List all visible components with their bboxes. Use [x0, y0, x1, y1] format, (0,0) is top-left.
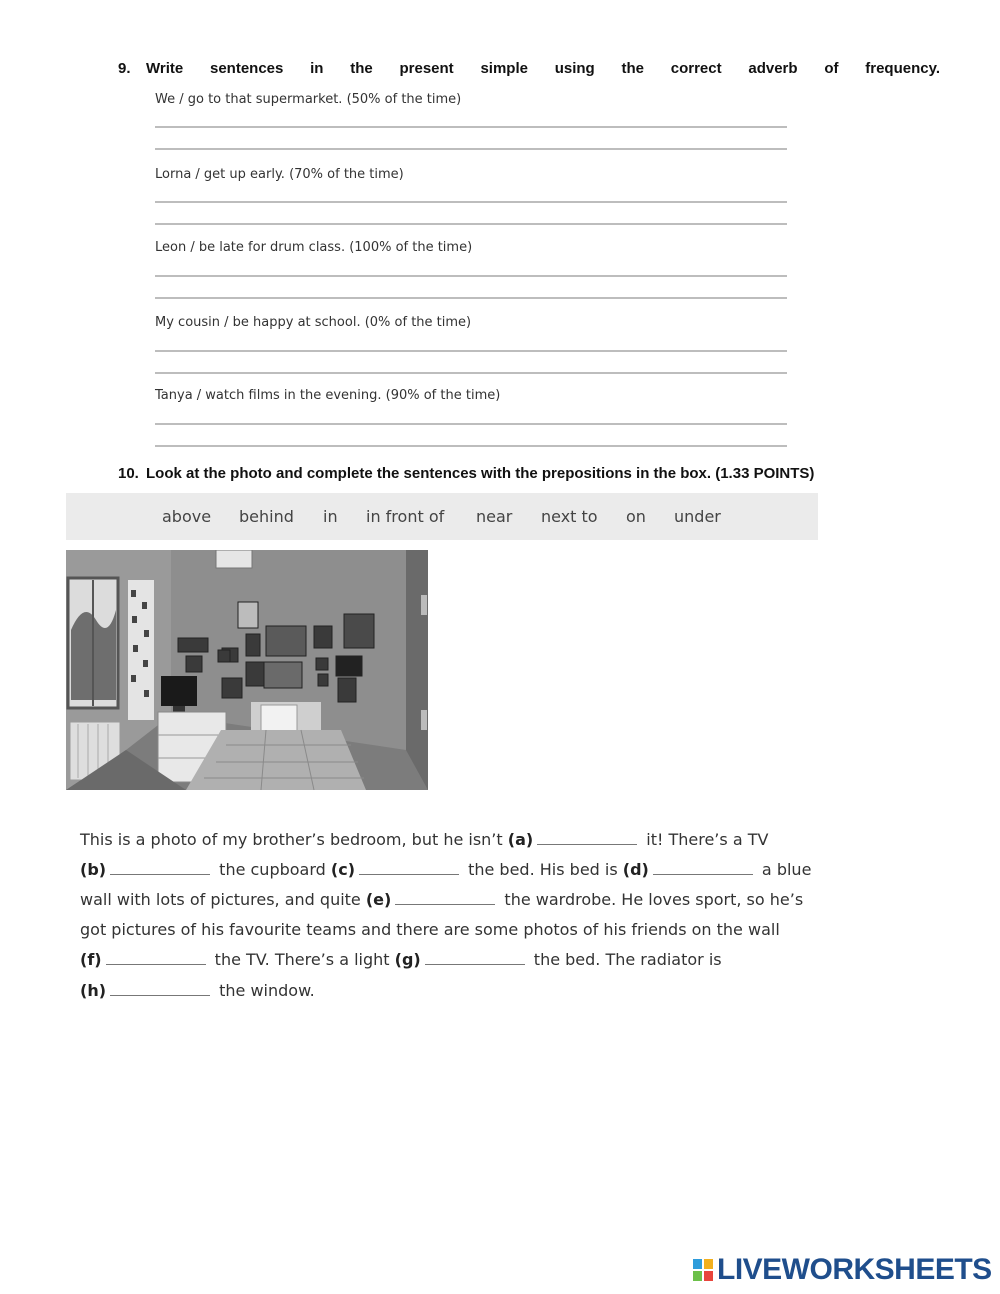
word-in-front-of: in front of [366, 507, 445, 526]
question-9-title [118, 60, 940, 77]
word-next-to: next to [541, 507, 598, 526]
paragraph-text: the wardrobe. He loves sport, so he’s [499, 890, 804, 909]
paragraph-text: wall with lots of pictures, and quite [80, 890, 366, 909]
answer-line[interactable] [155, 423, 787, 425]
word-above: above [162, 507, 212, 526]
question-number: 10. [118, 465, 139, 482]
question-instruction: Look at the photo and complete the sentences with the prepositions in the box. (1.33 POINTS) [146, 465, 815, 482]
word-on: on [626, 507, 646, 526]
blank-label-h: (h) [80, 981, 107, 1000]
word-box [66, 493, 818, 540]
paragraph-line [80, 860, 811, 879]
blank-label-a: (a) [507, 830, 534, 849]
word-in: in [323, 507, 338, 526]
answer-line[interactable] [155, 445, 787, 447]
blank-c-input[interactable] [359, 873, 459, 875]
blank-label-b: (b) [80, 860, 107, 879]
prompt-4: My cousin / be happy at school. (0% of the time) [155, 315, 472, 330]
paragraph-text: got pictures of his favourite teams and there are some photos of his friends on the wall [80, 920, 780, 939]
answer-line[interactable] [155, 372, 787, 374]
blank-label-c: (c) [330, 860, 355, 879]
paragraph-text: the bed. The radiator is [528, 950, 722, 969]
question-instruction: Write sentences in the present simple using the correct adverb of frequency. [146, 60, 940, 77]
word-behind: behind [239, 507, 294, 526]
answer-line[interactable] [155, 126, 787, 128]
liveworksheets-logo[interactable] [693, 1253, 992, 1287]
paragraph-text: a blue [756, 860, 812, 879]
blank-label-e: (e) [365, 890, 392, 909]
answer-line[interactable] [155, 148, 787, 150]
word-under: under [674, 507, 721, 526]
paragraph-text: This is a photo of my brother’s bedroom, but he isn’t [80, 830, 508, 849]
blank-g-input[interactable] [425, 963, 525, 965]
prompt-3: Leon / be late for drum class. (100% of the time) [155, 240, 473, 255]
blank-h-input[interactable] [110, 994, 210, 996]
prompt-1: We / go to that supermarket. (50% of the time) [155, 92, 462, 107]
bedroom-photo [66, 550, 428, 790]
blank-a-input[interactable] [537, 843, 637, 845]
answer-line[interactable] [155, 201, 787, 203]
blank-label-f: (f) [80, 950, 102, 969]
blank-label-g: (g) [394, 950, 421, 969]
blank-e-input[interactable] [395, 903, 495, 905]
answer-line[interactable] [155, 275, 787, 277]
paragraph-line [80, 890, 803, 909]
prompt-5: Tanya / watch films in the evening. (90% of the time) [155, 388, 501, 403]
blank-d-input[interactable] [653, 873, 753, 875]
paragraph-text: the bed. His bed is [463, 860, 623, 879]
paragraph-text: the TV. There’s a light [209, 950, 395, 969]
blank-label-d: (d) [622, 860, 649, 879]
prompt-2: Lorna / get up early. (70% of the time) [155, 167, 404, 182]
liveworksheets-logo-icon [693, 1259, 713, 1281]
question-number: 9. [118, 60, 131, 77]
paragraph-line [80, 830, 768, 849]
word-near: near [476, 507, 513, 526]
paragraph-text: the window. [214, 981, 315, 1000]
paragraph-text: it! There’s a TV [641, 830, 769, 849]
answer-line[interactable] [155, 297, 787, 299]
paragraph-line [80, 950, 722, 969]
logo-text: LIVEWORKSHEETS [717, 1253, 992, 1286]
question-10-title [118, 465, 814, 482]
paragraph-line [80, 981, 315, 1000]
paragraph-line [80, 920, 780, 939]
blank-b-input[interactable] [110, 873, 210, 875]
answer-line[interactable] [155, 350, 787, 352]
answer-line[interactable] [155, 223, 787, 225]
blank-f-input[interactable] [106, 963, 206, 965]
paragraph-text: the cupboard [214, 860, 331, 879]
